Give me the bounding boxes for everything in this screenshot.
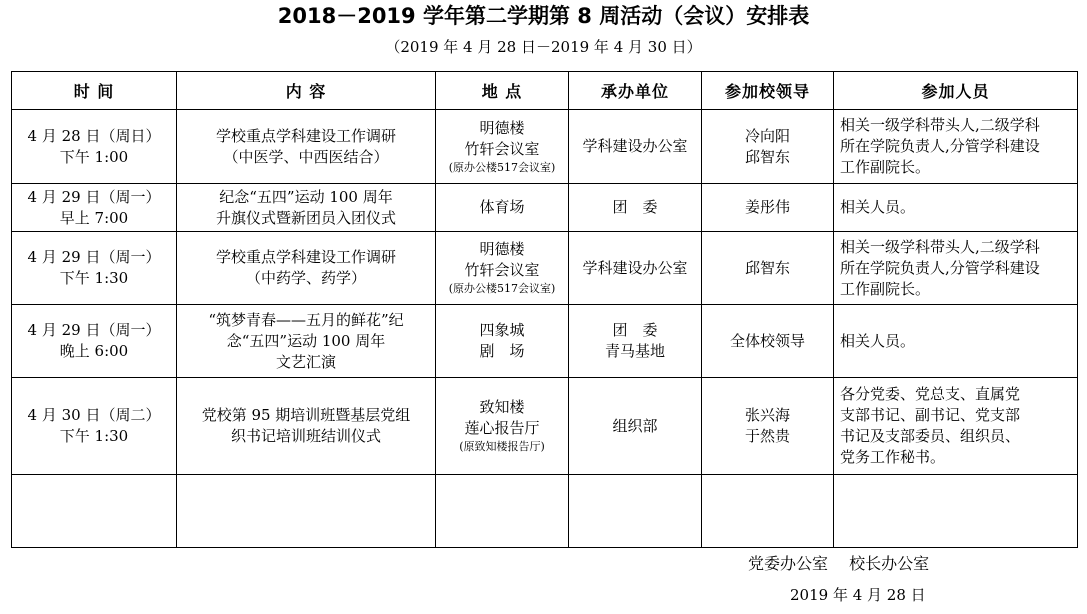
leaders-cell	[702, 232, 834, 305]
leader-name: 邱智东	[744, 258, 790, 277]
date-text: 4 月 30 日（周二）	[27, 406, 161, 424]
attendees-line: 支部书记、副书记、党支部	[840, 406, 1021, 424]
place-line: 致知楼	[479, 398, 525, 416]
leader-name: 全体校领导	[729, 331, 805, 350]
issuing-offices: 党委办公室 校长办公室	[748, 554, 930, 573]
leader-name: 冷向阳	[744, 126, 790, 145]
host-cell	[569, 305, 702, 378]
time-cell	[12, 110, 177, 184]
content-line: （中医学、中西医结合）	[223, 147, 389, 166]
empty-cell	[702, 475, 834, 548]
attendees-cell	[834, 232, 1078, 305]
leader-name: 张兴海	[744, 406, 790, 424]
time-cell	[12, 232, 177, 305]
table-row	[12, 305, 1078, 378]
table-row	[12, 110, 1078, 184]
host-line: 学科建设办公室	[582, 258, 688, 277]
issue-date: 2019 年 4 月 28 日	[790, 586, 926, 604]
host-cell	[569, 232, 702, 305]
leaders-cell	[702, 110, 834, 184]
content-line: “筑梦青春——五月的鲜花”纪	[208, 310, 404, 329]
content-cell	[177, 305, 436, 378]
host-line: 团 委	[612, 321, 658, 339]
date-text: 4 月 29 日（周一）	[27, 187, 161, 206]
content-line: 念“五四”运动 100 周年	[226, 331, 386, 350]
date-text: 4 月 29 日（周一）	[27, 248, 161, 266]
place-cell	[436, 232, 569, 305]
attendees-line: 工作副院长。	[840, 158, 931, 176]
host-line: 团 委	[612, 198, 658, 216]
content-line: 文艺汇演	[275, 352, 336, 371]
time-cell	[12, 184, 177, 232]
leader-name: 姜彤伟	[744, 198, 790, 216]
header-leaders: 参加校领导	[702, 72, 834, 110]
attendees-line: 书记及支部委员、组织员、	[840, 427, 1021, 445]
time-text: 下午 1:30	[59, 269, 129, 287]
host-line: 青马基地	[604, 342, 665, 360]
attendees-line: 党务工作秘书。	[840, 448, 946, 466]
attendees-line: 工作副院长。	[840, 279, 931, 298]
leaders-cell	[702, 378, 834, 475]
place-line: 竹轩会议室	[464, 261, 540, 279]
time-cell	[12, 305, 177, 378]
attendees-cell	[834, 110, 1078, 184]
leader-name: 邱智东	[744, 147, 790, 166]
table-row	[12, 378, 1078, 475]
time-text: 早上 7:00	[59, 208, 129, 227]
content-line: 学校重点学科建设工作调研	[215, 126, 396, 145]
attendees-cell	[834, 184, 1078, 232]
content-line: 党校第 95 期培训班暨基层党组	[201, 406, 411, 424]
leaders-cell	[702, 305, 834, 378]
place-line: 四象城	[479, 321, 525, 339]
empty-cell	[834, 475, 1078, 548]
attendees-cell	[834, 305, 1078, 378]
leader-name: 于然贵	[744, 427, 790, 445]
empty-cell	[436, 475, 569, 548]
content-cell	[177, 378, 436, 475]
empty-cell	[569, 475, 702, 548]
header-place: 地 点	[436, 72, 569, 110]
host-cell	[569, 110, 702, 184]
place-cell	[436, 305, 569, 378]
attendees-line: 所在学院负责人,分管学科建设	[840, 137, 1040, 155]
page-title: 2018－2019 学年第二学期第 8 周活动（会议）安排表	[277, 4, 810, 28]
leaders-cell	[702, 184, 834, 232]
content-cell	[177, 184, 436, 232]
date-range-subtitle: （2019 年 4 月 28 日－2019 年 4 月 30 日）	[385, 38, 702, 56]
time-cell	[12, 378, 177, 475]
content-line: 升旗仪式暨新团员入团仪式	[215, 208, 396, 227]
place-note: (原办公楼517会议室)	[448, 282, 556, 295]
attendees-line: 各分党委、党总支、直属党	[840, 385, 1021, 403]
attendees-cell	[834, 378, 1078, 475]
place-cell	[436, 184, 569, 232]
place-cell	[436, 110, 569, 184]
time-text: 下午 1:30	[59, 427, 129, 445]
content-line: 学校重点学科建设工作调研	[215, 248, 396, 266]
header-content: 内 容	[177, 72, 436, 110]
host-line: 学科建设办公室	[582, 137, 688, 155]
content-line: 织书记培训班结训仪式	[230, 427, 381, 445]
header-time: 时 间	[12, 72, 177, 110]
place-line: 明德楼	[479, 118, 525, 137]
empty-table-row	[12, 475, 1078, 548]
header-host: 承办单位	[569, 72, 702, 110]
place-line: 莲心报告厅	[464, 419, 540, 437]
host-line: 组织部	[612, 416, 658, 435]
attendees-line: 相关人员。	[840, 331, 916, 350]
place-line: 竹轩会议室	[464, 139, 540, 158]
header-row	[12, 72, 1078, 110]
schedule-table	[11, 71, 1078, 548]
place-line: 明德楼	[479, 240, 525, 258]
place-line: 剧 场	[479, 342, 525, 360]
empty-cell	[177, 475, 436, 548]
attendees-line: 相关一级学科带头人,二级学科	[840, 116, 1040, 134]
attendees-line: 所在学院负责人,分管学科建设	[840, 258, 1040, 277]
date-text: 4 月 28 日（周日）	[27, 126, 161, 145]
place-line: 体育场	[479, 198, 525, 216]
attendees-line: 相关人员。	[840, 198, 916, 216]
place-cell	[436, 378, 569, 475]
host-cell	[569, 378, 702, 475]
date-text: 4 月 29 日（周一）	[27, 321, 161, 339]
header-attendees: 参加人员	[834, 72, 1078, 110]
place-note: (原办公楼517会议室)	[448, 160, 556, 174]
attendees-line: 相关一级学科带头人,二级学科	[840, 237, 1040, 256]
time-text: 晚上 6:00	[59, 342, 129, 360]
table-row	[12, 232, 1078, 305]
empty-cell	[12, 475, 177, 548]
table-row	[12, 184, 1078, 232]
content-cell	[177, 232, 436, 305]
time-text: 下午 1:00	[59, 147, 129, 166]
place-note: (原致知楼报告厅)	[459, 440, 545, 453]
content-cell	[177, 110, 436, 184]
host-cell	[569, 184, 702, 232]
content-line: 纪念“五四”运动 100 周年	[219, 187, 393, 206]
content-line: （中药学、药学）	[245, 269, 366, 287]
